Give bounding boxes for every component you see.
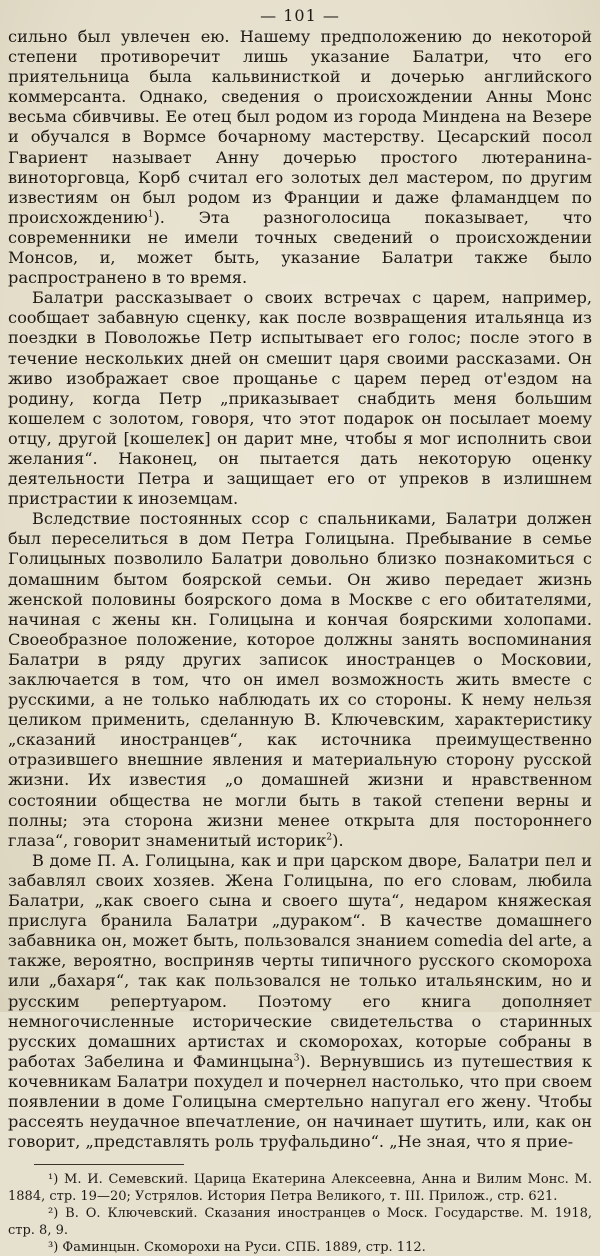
- paragraph-1: сильно был увлечен ею. Нашему предположению до некоторой степени противоречит лишь указание Балатри, что его приятельница была кальвинисткой и дочерью английского коммерсанта. Однако, сведения о происхождении Анны Монс весьма сбивчивы. Ее отец был родом из города Миндена на Везере и обучался в Вормсе бочарному мастерству. Цесарский посол Гвариент называет Анну дочерью простого лютеранина-виноторговца, Корб считал его золотых дел мастером, по другим известиям он был родом из Франции и даже фламандцем по происхождению$^1$). Эта разноголосица показывает, что современники не имели точных сведений о происхождении Монсов, и, может быть, указание Балатри также было распространено в то время.: [8, 27, 592, 288]
- footnote-3: ³) Фаминцын. Скоморохи на Руси. СПБ. 1889, стр. 112.: [48, 1240, 426, 1256]
- footnote-divider: [34, 1164, 184, 1165]
- main-text: [8, 27, 592, 1152]
- footnote-ref-3: 3: [293, 1053, 300, 1064]
- paragraph-4: В доме П. А. Голицына, как и при царском дворе, Балатри пел и забавлял своих хозяев. Жена Голицына, по его словам, любила Балатри, „как своего сына и своего шута“, недаром княжеская прислуга бранила Балатри „дураком“. В качестве домашнего забавника он, может быть, пользовался знанием comedia del arte, а также, вероятно, восприняв черты типичного русского скомороха или „бахаря“, так как пользовался не только итальянским, но и русским репертуаром. Поэтому его книга дополняет немногочисленные исторические свидетельства о старинных русских домашних артистах и скоморохах, которые собраны в работах Забелина и Фаминцына$^3$). Вернувшись из путешествия к кочевникам Балатри похудел и почернел настолько, что при своем появлении в доме Голицына смертельно напугал его жену. Чтобы рассеять неудачное впечатление, он начинает шутить, или, как он говорит, „представлять роль труфальдино“. „Не зная, что я прие-: [8, 850, 593, 1152]
- footnote-ref-1: 1: [147, 209, 154, 220]
- footnote-2: ²) В. О. Ключевский. Сказания иностранцев о Моск. Государстве. М. 1918, стр. 8, 9.: [8, 1206, 592, 1239]
- paragraph-3: Вследствие постоянных ссор с спальниками, Балатри должен был переселиться в дом Петра Голицына. Пребывание в семье Голицыных позволило Балатри довольно близко познакомиться с домашним бытом боярской семьи. Он живо передает жизнь женской половины боярского дома в Москве с его обитателями, начиная с жены кн. Голицына и кончая боярскими холопами. Своеобразное положение, которое должны занять воспоминания Балатри в ряду других записок иностранцев о Московии, заключается в том, что он имел возможность жить вместе с русскими, а не только наблюдать их со стороны. К нему нельзя целиком применить, сделанную В. Ключевским, характеристику „сказаний иностранцев“, как источника преимущественно отразившего внешние явления и материальную сторону русской жизни. Их известия „о домашней жизни и нравственном состоянии общества не могли быть в такой степени верны и полны; эта сторона жизни менее открыта для постороннего глаза“, говорит знаменитый историк$^2$).: [8, 509, 592, 850]
- page-number: — 101 —: [260, 6, 340, 25]
- footnotes: [8, 1171, 592, 1256]
- footnote-ref-2: 2: [326, 832, 333, 843]
- paragraph-2: Балатри рассказывает о своих встречах с царем, например, сообщает забавную сценку, как после возвращения итальянца из поездки в Поволожье Петр испытывает его голос; после этого в течение нескольких дней он смешит царя своими рассказами. Он живо изображает свое прощанье с царем перед от'ездом на родину, когда Петр „приказывает снабдить меня большим кошелем с золотом, говоря, что этот подарок он посылает моему отцу, другой [кошелек] он дарит мне, чтобы я мог исполнить свои желания“. Наконец, он пытается дать некоторую оценку деятельности Петра и защищает его от упреков в излишнем пристрастии к иноземцам.: [8, 288, 592, 509]
- footnote-1: ¹) М. И. Семевский. Царица Екатерина Алексеевна, Анна и Вилим Монс. М. 1884, стр. 19—20; Устрялов. История Петра Великого, т. III. Прилож., стр. 621.: [8, 1172, 592, 1205]
